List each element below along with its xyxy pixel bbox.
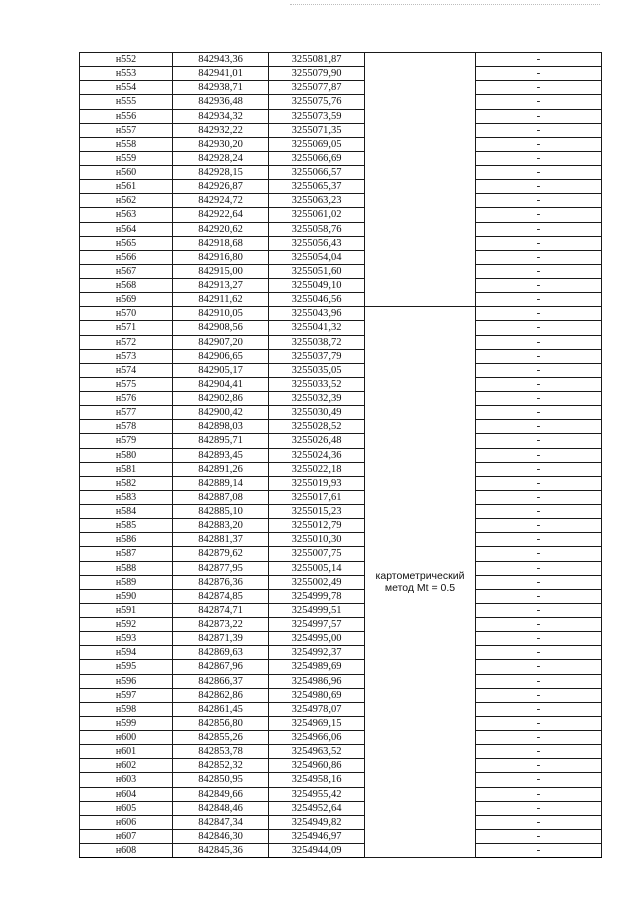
point-id-cell: н576 <box>80 392 173 406</box>
y-coordinate-cell: 3254958,16 <box>269 773 365 787</box>
table-row <box>80 392 602 406</box>
y-coordinate-cell: 3255071,35 <box>269 123 365 137</box>
table-row <box>80 731 602 745</box>
y-coordinate-cell: 3255037,79 <box>269 349 365 363</box>
point-id-cell: н574 <box>80 363 173 377</box>
x-coordinate-cell: 842913,27 <box>173 279 269 293</box>
table-row <box>80 279 602 293</box>
x-coordinate-cell: 842887,08 <box>173 490 269 504</box>
y-coordinate-cell: 3254997,57 <box>269 618 365 632</box>
table-row <box>80 109 602 123</box>
table-row <box>80 349 602 363</box>
point-id-cell: н569 <box>80 293 173 307</box>
dash-cell: - <box>476 81 602 95</box>
x-coordinate-cell: 842908,56 <box>173 321 269 335</box>
dash-cell: - <box>476 264 602 278</box>
table-row <box>80 844 602 858</box>
x-coordinate-cell: 842924,72 <box>173 194 269 208</box>
x-coordinate-cell: 842856,80 <box>173 716 269 730</box>
method-cell: картометрический метод Mt = 0.5 <box>365 307 476 858</box>
dash-cell: - <box>476 618 602 632</box>
point-id-cell: н554 <box>80 81 173 95</box>
y-coordinate-cell: 3255065,37 <box>269 180 365 194</box>
point-id-cell: н582 <box>80 476 173 490</box>
y-coordinate-cell: 3254969,15 <box>269 716 365 730</box>
x-coordinate-cell: 842922,64 <box>173 208 269 222</box>
table-row <box>80 618 602 632</box>
point-id-cell: н592 <box>80 618 173 632</box>
y-coordinate-cell: 3255061,02 <box>269 208 365 222</box>
point-id-cell: н597 <box>80 688 173 702</box>
point-id-cell: н579 <box>80 434 173 448</box>
table-row <box>80 646 602 660</box>
x-coordinate-cell: 842905,17 <box>173 363 269 377</box>
table-row <box>80 787 602 801</box>
table-row <box>80 250 602 264</box>
x-coordinate-cell: 842904,41 <box>173 377 269 391</box>
point-id-cell: н578 <box>80 420 173 434</box>
y-coordinate-cell: 3255015,23 <box>269 505 365 519</box>
y-coordinate-cell: 3254992,37 <box>269 646 365 660</box>
y-coordinate-cell: 3255081,87 <box>269 53 365 67</box>
x-coordinate-cell: 842862,86 <box>173 688 269 702</box>
x-coordinate-cell: 842936,48 <box>173 95 269 109</box>
point-id-cell: н583 <box>80 490 173 504</box>
x-coordinate-cell: 842918,68 <box>173 236 269 250</box>
y-coordinate-cell: 3255073,59 <box>269 109 365 123</box>
x-coordinate-cell: 842895,71 <box>173 434 269 448</box>
x-coordinate-cell: 842845,36 <box>173 844 269 858</box>
dash-cell: - <box>476 547 602 561</box>
x-coordinate-cell: 842920,62 <box>173 222 269 236</box>
dash-cell: - <box>476 674 602 688</box>
table-row <box>80 180 602 194</box>
point-id-cell: н607 <box>80 829 173 843</box>
dash-cell: - <box>476 67 602 81</box>
point-id-cell: н564 <box>80 222 173 236</box>
dash-cell: - <box>476 250 602 264</box>
table-row <box>80 307 602 321</box>
y-coordinate-cell: 3255026,48 <box>269 434 365 448</box>
y-coordinate-cell: 3255002,49 <box>269 575 365 589</box>
y-coordinate-cell: 3255035,05 <box>269 363 365 377</box>
dash-cell: - <box>476 236 602 250</box>
x-coordinate-cell: 842915,00 <box>173 264 269 278</box>
point-id-cell: н586 <box>80 533 173 547</box>
table-row <box>80 194 602 208</box>
x-coordinate-cell: 842869,63 <box>173 646 269 660</box>
point-id-cell: н577 <box>80 406 173 420</box>
table-row <box>80 660 602 674</box>
point-id-cell: н591 <box>80 603 173 617</box>
table-row <box>80 208 602 222</box>
y-coordinate-cell: 3254966,06 <box>269 731 365 745</box>
point-id-cell: н568 <box>80 279 173 293</box>
dash-cell: - <box>476 307 602 321</box>
point-id-cell: н563 <box>80 208 173 222</box>
dash-cell: - <box>476 123 602 137</box>
table-row <box>80 420 602 434</box>
point-id-cell: н571 <box>80 321 173 335</box>
point-id-cell: н561 <box>80 180 173 194</box>
dash-cell: - <box>476 787 602 801</box>
table-row <box>80 166 602 180</box>
table-row <box>80 505 602 519</box>
dash-cell: - <box>476 293 602 307</box>
x-coordinate-cell: 842938,71 <box>173 81 269 95</box>
dash-cell: - <box>476 392 602 406</box>
y-coordinate-cell: 3254963,52 <box>269 745 365 759</box>
table-row <box>80 759 602 773</box>
point-id-cell: н595 <box>80 660 173 674</box>
table-row <box>80 363 602 377</box>
dash-cell: - <box>476 519 602 533</box>
scan-artifact-line <box>290 4 600 9</box>
dash-cell: - <box>476 801 602 815</box>
dash-cell: - <box>476 448 602 462</box>
x-coordinate-cell: 842911,62 <box>173 293 269 307</box>
point-id-cell: н575 <box>80 377 173 391</box>
y-coordinate-cell: 3255049,10 <box>269 279 365 293</box>
point-id-cell: н565 <box>80 236 173 250</box>
x-coordinate-cell: 842866,37 <box>173 674 269 688</box>
table-row <box>80 688 602 702</box>
dash-cell: - <box>476 462 602 476</box>
dash-cell: - <box>476 575 602 589</box>
point-id-cell: н599 <box>80 716 173 730</box>
point-id-cell: н606 <box>80 815 173 829</box>
point-id-cell: н593 <box>80 632 173 646</box>
dash-cell: - <box>476 815 602 829</box>
dash-cell: - <box>476 137 602 151</box>
dash-cell: - <box>476 660 602 674</box>
y-coordinate-cell: 3255028,52 <box>269 420 365 434</box>
x-coordinate-cell: 842928,24 <box>173 151 269 165</box>
dash-cell: - <box>476 632 602 646</box>
dash-cell: - <box>476 279 602 293</box>
table-row <box>80 448 602 462</box>
y-coordinate-cell: 3254944,09 <box>269 844 365 858</box>
dash-cell: - <box>476 561 602 575</box>
x-coordinate-cell: 842883,20 <box>173 519 269 533</box>
y-coordinate-cell: 3254989,69 <box>269 660 365 674</box>
table-row <box>80 95 602 109</box>
x-coordinate-cell: 842907,20 <box>173 335 269 349</box>
coordinates-table <box>79 52 602 858</box>
table-row <box>80 589 602 603</box>
dash-cell: - <box>476 646 602 660</box>
table-row <box>80 264 602 278</box>
y-coordinate-cell: 3255066,69 <box>269 151 365 165</box>
y-coordinate-cell: 3255012,79 <box>269 519 365 533</box>
table-row <box>80 151 602 165</box>
y-coordinate-cell: 3254978,07 <box>269 702 365 716</box>
y-coordinate-cell: 3254952,64 <box>269 801 365 815</box>
y-coordinate-cell: 3255033,52 <box>269 377 365 391</box>
dash-cell: - <box>476 716 602 730</box>
y-coordinate-cell: 3255054,04 <box>269 250 365 264</box>
x-coordinate-cell: 842891,26 <box>173 462 269 476</box>
dash-cell: - <box>476 151 602 165</box>
table-row <box>80 335 602 349</box>
dash-cell: - <box>476 702 602 716</box>
dash-cell: - <box>476 335 602 349</box>
y-coordinate-cell: 3255063,23 <box>269 194 365 208</box>
y-coordinate-cell: 3255024,36 <box>269 448 365 462</box>
dash-cell: - <box>476 533 602 547</box>
point-id-cell: н589 <box>80 575 173 589</box>
point-id-cell: н588 <box>80 561 173 575</box>
x-coordinate-cell: 842874,85 <box>173 589 269 603</box>
x-coordinate-cell: 842867,96 <box>173 660 269 674</box>
coordinates-table-body <box>80 53 602 858</box>
table-row <box>80 674 602 688</box>
x-coordinate-cell: 842885,10 <box>173 505 269 519</box>
x-coordinate-cell: 842898,03 <box>173 420 269 434</box>
table-row <box>80 519 602 533</box>
dash-cell: - <box>476 321 602 335</box>
x-coordinate-cell: 842902,86 <box>173 392 269 406</box>
x-coordinate-cell: 842853,78 <box>173 745 269 759</box>
table-row <box>80 533 602 547</box>
dash-cell: - <box>476 222 602 236</box>
point-id-cell: н585 <box>80 519 173 533</box>
x-coordinate-cell: 842877,95 <box>173 561 269 575</box>
y-coordinate-cell: 3254999,78 <box>269 589 365 603</box>
y-coordinate-cell: 3255030,49 <box>269 406 365 420</box>
x-coordinate-cell: 842889,14 <box>173 476 269 490</box>
table-row <box>80 462 602 476</box>
table-row <box>80 293 602 307</box>
point-id-cell: н580 <box>80 448 173 462</box>
x-coordinate-cell: 842874,71 <box>173 603 269 617</box>
point-id-cell: н581 <box>80 462 173 476</box>
y-coordinate-cell: 3254986,96 <box>269 674 365 688</box>
table-row <box>80 434 602 448</box>
point-id-cell: н557 <box>80 123 173 137</box>
table-row <box>80 222 602 236</box>
dash-cell: - <box>476 406 602 420</box>
dash-cell: - <box>476 490 602 504</box>
dash-cell: - <box>476 194 602 208</box>
y-coordinate-cell: 3255005,14 <box>269 561 365 575</box>
dash-cell: - <box>476 109 602 123</box>
table-row <box>80 547 602 561</box>
x-coordinate-cell: 842846,30 <box>173 829 269 843</box>
x-coordinate-cell: 842893,45 <box>173 448 269 462</box>
y-coordinate-cell: 3254946,97 <box>269 829 365 843</box>
point-id-cell: н562 <box>80 194 173 208</box>
y-coordinate-cell: 3255007,75 <box>269 547 365 561</box>
x-coordinate-cell: 842930,20 <box>173 137 269 151</box>
dash-cell: - <box>476 476 602 490</box>
point-id-cell: н602 <box>80 759 173 773</box>
table-row <box>80 801 602 815</box>
y-coordinate-cell: 3255043,96 <box>269 307 365 321</box>
point-id-cell: н600 <box>80 731 173 745</box>
x-coordinate-cell: 842871,39 <box>173 632 269 646</box>
x-coordinate-cell: 842932,22 <box>173 123 269 137</box>
x-coordinate-cell: 842906,65 <box>173 349 269 363</box>
table-row <box>80 476 602 490</box>
y-coordinate-cell: 3255041,32 <box>269 321 365 335</box>
table-row <box>80 745 602 759</box>
y-coordinate-cell: 3255075,76 <box>269 95 365 109</box>
method-cell-upper <box>365 53 476 307</box>
point-id-cell: н559 <box>80 151 173 165</box>
dash-cell: - <box>476 420 602 434</box>
table-row <box>80 829 602 843</box>
x-coordinate-cell: 842943,36 <box>173 53 269 67</box>
x-coordinate-cell: 842879,62 <box>173 547 269 561</box>
x-coordinate-cell: 842881,37 <box>173 533 269 547</box>
point-id-cell: н553 <box>80 67 173 81</box>
y-coordinate-cell: 3255046,56 <box>269 293 365 307</box>
x-coordinate-cell: 842873,22 <box>173 618 269 632</box>
point-id-cell: н598 <box>80 702 173 716</box>
point-id-cell: н556 <box>80 109 173 123</box>
point-id-cell: н587 <box>80 547 173 561</box>
table-row <box>80 815 602 829</box>
y-coordinate-cell: 3255058,76 <box>269 222 365 236</box>
x-coordinate-cell: 842847,34 <box>173 815 269 829</box>
y-coordinate-cell: 3255056,43 <box>269 236 365 250</box>
y-coordinate-cell: 3255019,93 <box>269 476 365 490</box>
point-id-cell: н603 <box>80 773 173 787</box>
dash-cell: - <box>476 844 602 858</box>
y-coordinate-cell: 3255032,39 <box>269 392 365 406</box>
dash-cell: - <box>476 434 602 448</box>
y-coordinate-cell: 3255051,60 <box>269 264 365 278</box>
y-coordinate-cell: 3254980,69 <box>269 688 365 702</box>
point-id-cell: н573 <box>80 349 173 363</box>
y-coordinate-cell: 3254949,82 <box>269 815 365 829</box>
point-id-cell: н608 <box>80 844 173 858</box>
dash-cell: - <box>476 731 602 745</box>
point-id-cell: н560 <box>80 166 173 180</box>
point-id-cell: н604 <box>80 787 173 801</box>
table-row <box>80 773 602 787</box>
table-row <box>80 575 602 589</box>
point-id-cell: н572 <box>80 335 173 349</box>
dash-cell: - <box>476 208 602 222</box>
x-coordinate-cell: 842876,36 <box>173 575 269 589</box>
y-coordinate-cell: 3255017,61 <box>269 490 365 504</box>
table-row <box>80 377 602 391</box>
y-coordinate-cell: 3255022,18 <box>269 462 365 476</box>
point-id-cell: н570 <box>80 307 173 321</box>
x-coordinate-cell: 842900,42 <box>173 406 269 420</box>
point-id-cell: н605 <box>80 801 173 815</box>
dash-cell: - <box>476 759 602 773</box>
dash-cell: - <box>476 53 602 67</box>
table-row <box>80 236 602 250</box>
dash-cell: - <box>476 166 602 180</box>
table-row <box>80 561 602 575</box>
dash-cell: - <box>476 95 602 109</box>
y-coordinate-cell: 3254995,00 <box>269 632 365 646</box>
table-row <box>80 490 602 504</box>
y-coordinate-cell: 3255077,87 <box>269 81 365 95</box>
point-id-cell: н555 <box>80 95 173 109</box>
x-coordinate-cell: 842910,05 <box>173 307 269 321</box>
x-coordinate-cell: 842848,46 <box>173 801 269 815</box>
dash-cell: - <box>476 589 602 603</box>
dash-cell: - <box>476 688 602 702</box>
table-row <box>80 123 602 137</box>
dash-cell: - <box>476 829 602 843</box>
y-coordinate-cell: 3254955,42 <box>269 787 365 801</box>
point-id-cell: н590 <box>80 589 173 603</box>
y-coordinate-cell: 3255069,05 <box>269 137 365 151</box>
point-id-cell: н566 <box>80 250 173 264</box>
x-coordinate-cell: 842855,26 <box>173 731 269 745</box>
point-id-cell: н596 <box>80 674 173 688</box>
x-coordinate-cell: 842850,95 <box>173 773 269 787</box>
table-row <box>80 603 602 617</box>
table-row <box>80 702 602 716</box>
point-id-cell: н552 <box>80 53 173 67</box>
dash-cell: - <box>476 180 602 194</box>
x-coordinate-cell: 842941,01 <box>173 67 269 81</box>
table-row <box>80 406 602 420</box>
x-coordinate-cell: 842852,32 <box>173 759 269 773</box>
point-id-cell: н584 <box>80 505 173 519</box>
x-coordinate-cell: 842934,32 <box>173 109 269 123</box>
dash-cell: - <box>476 505 602 519</box>
point-id-cell: н594 <box>80 646 173 660</box>
y-coordinate-cell: 3255066,57 <box>269 166 365 180</box>
table-row <box>80 137 602 151</box>
x-coordinate-cell: 842849,66 <box>173 787 269 801</box>
x-coordinate-cell: 842926,87 <box>173 180 269 194</box>
dash-cell: - <box>476 773 602 787</box>
x-coordinate-cell: 842916,80 <box>173 250 269 264</box>
y-coordinate-cell: 3255079,90 <box>269 67 365 81</box>
dash-cell: - <box>476 745 602 759</box>
x-coordinate-cell: 842928,15 <box>173 166 269 180</box>
table-row <box>80 716 602 730</box>
point-id-cell: н567 <box>80 264 173 278</box>
y-coordinate-cell: 3254999,51 <box>269 603 365 617</box>
dash-cell: - <box>476 349 602 363</box>
table-row <box>80 321 602 335</box>
x-coordinate-cell: 842861,45 <box>173 702 269 716</box>
point-id-cell: н558 <box>80 137 173 151</box>
point-id-cell: н601 <box>80 745 173 759</box>
table-row <box>80 53 602 67</box>
dash-cell: - <box>476 603 602 617</box>
dash-cell: - <box>476 377 602 391</box>
y-coordinate-cell: 3254960,86 <box>269 759 365 773</box>
table-row <box>80 67 602 81</box>
y-coordinate-cell: 3255038,72 <box>269 335 365 349</box>
table-row <box>80 632 602 646</box>
y-coordinate-cell: 3255010,30 <box>269 533 365 547</box>
dash-cell: - <box>476 363 602 377</box>
table-row <box>80 81 602 95</box>
